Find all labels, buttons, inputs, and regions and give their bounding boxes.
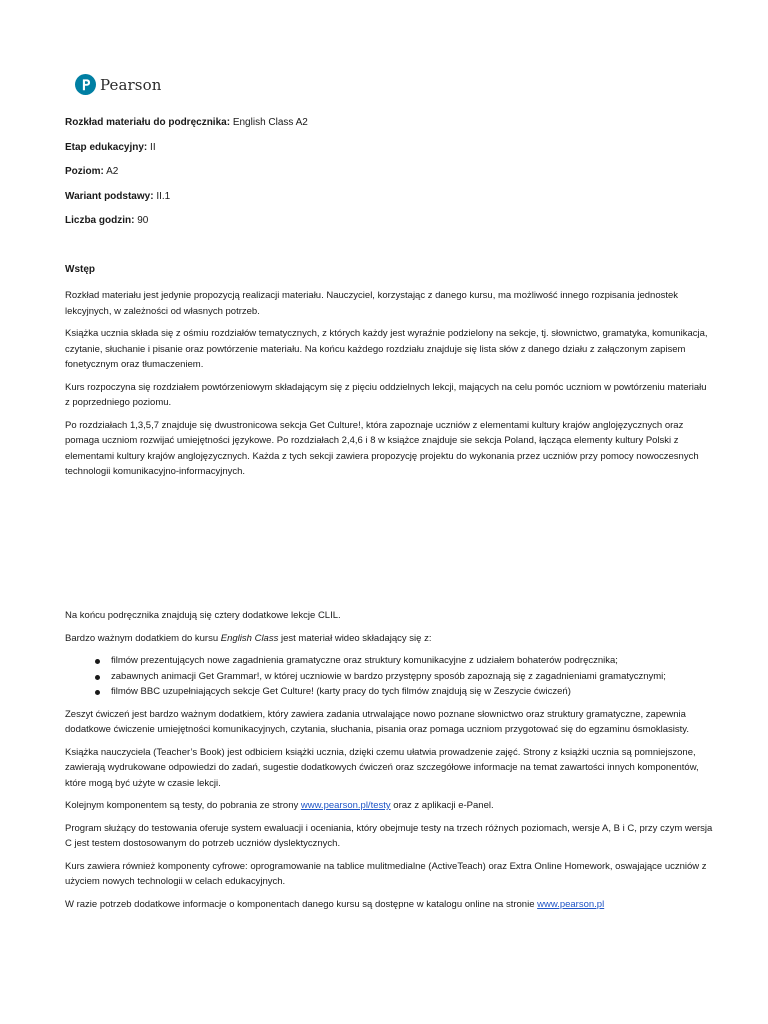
list-item	[95, 669, 715, 685]
meta-key: Liczba godzin:	[65, 215, 135, 226]
tests-link[interactable]: www.pearson.pl/testy	[300, 800, 391, 811]
pearson-p-icon	[75, 74, 96, 95]
video-text: Bardzo ważnym dodatkiem do kursu	[65, 632, 221, 644]
digital-paragraph: Kurs zawiera również komponenty cyfrowe: oprogramowanie na tablice mulitmedialne (ActiveTeach) oraz Extra Online Homework, oswajające uczniów z użyciem nowych technologii w celach edukacyjnych.	[65, 860, 707, 887]
meta-value: English Class A2	[232, 117, 308, 128]
intro-paragraph: Kurs rozpoczyna się rozdziałem powtórzeniowym składającym się z pięciu oddzielnych lekcji, mających na celu pomóc uczniom w powtórzeniu materiału z poprzedniego poziomu.	[65, 381, 707, 408]
intro-heading: Wstęp	[65, 264, 95, 275]
meta-row-hours	[65, 214, 705, 239]
clil-paragraph: Na końcu podręcznika znajdują się cztery dodatkowe lekcje CLIL.	[65, 610, 341, 621]
intro-paragraph: Rozkład materiału jest jedynie propozycją realizacji materiału. Nauczyciel, korzystając z danego kursu, ma możliwość innego rozpisania jednostek lekcyjnych, w zależności od własnych potrzeb.	[65, 290, 679, 317]
program-paragraph: Program służący do testowania oferuje system ewaluacji i oceniania, który obejmuje testy na trzech różnych poziomach, wersje A, B i C, przy czym wersja C jest testem dostosowanym do potrzeb uczniów dyslektycznych.	[65, 822, 713, 849]
list-item-text: zabawnych animacji Get Grammar!, w której uczniowie w bardzo przystępny sposób zapoznają się z zagadnieniami gramatycznymi;	[111, 670, 666, 682]
meta-key: Rozkład materiału do podręcznika:	[65, 117, 231, 128]
video-list	[65, 653, 715, 700]
meta-key: Poziom:	[65, 166, 104, 177]
meta-value: A2	[106, 166, 119, 177]
intro-paragraph: Książka ucznia składa się z ośmiu rozdziałów tematycznych, z których każdy jest wyraźnie podzielony na sekcje, tj. słownictwo, gramatyka, komunikacja, czytanie, słuchanie i pisanie oraz powtórzenie materiału. Na końcu każdego rozdziału znajduje się lista słów z danego działu z załączonym zapisem fonetycznym oraz tłumaczeniem.	[65, 328, 708, 370]
list-item-text: filmów BBC uzupełniających sekcje Get Culture! (karty pracy do tych filmów znajdują się w Zeszycie ćwiczeń)	[111, 686, 571, 697]
list-item	[95, 653, 715, 669]
catalog-text: W razie potrzeb dodatkowe informacje o komponentach danego kursu są dostępne w katalogu online na stronie	[65, 898, 538, 910]
meta-value: II	[150, 141, 156, 153]
brand-name: Pearson	[100, 75, 162, 94]
bullet-icon	[95, 675, 100, 680]
intro-section	[65, 288, 710, 487]
intro-paragraph: Po rozdziałach 1,3,5,7 znajduje się dwustronicowa sekcja Get Culture!, która zapoznaje uczniów z elementami kultury krajów anglojęzycznych oraz pomaga uczniom rozwijać umiejętności językowe. Po rozdziałach 2,4,6 i 8 w książce znajduje sie sekcja Poland, łącząca elementy kultury Polski z elementami kultury krajów anglojęzycznych. Każda z tych sekcji zawiera propozycję projektu do wykonania przez uczniów przy pomocy nowoczesnych technologii komunikacyjno-informacyjnych.	[65, 419, 699, 477]
meta-value: 90	[137, 215, 149, 226]
video-text: jest materiał wideo składający się z:	[278, 632, 432, 644]
meta-row-stage	[65, 141, 705, 166]
meta-value: II.1	[156, 190, 171, 202]
video-paragraph	[65, 631, 715, 647]
tests-text: Kolejnym komponentem są testy, do pobrania ze strony	[65, 800, 301, 811]
tests-text: oraz z aplikacji e-Panel.	[390, 800, 494, 811]
list-item	[95, 684, 715, 700]
meta-key: Wariant podstawy:	[65, 190, 154, 202]
components-section	[65, 608, 715, 919]
bullet-icon	[95, 659, 100, 664]
pearson-logo	[75, 74, 162, 95]
meta-key: Etap edukacyjny:	[65, 141, 148, 153]
meta-row-level	[65, 165, 705, 190]
workbook-paragraph: Zeszyt ćwiczeń jest bardzo ważnym dodatkiem, który zawiera zadania utrwalające nowo poznane słownictwo oraz struktury gramatyczne, zapewnia dodatkowe ćwiczenie umiejętności komunikacyjnych, czytania, słuchania, pisania oraz pomaga uczniom przygotować się do egzaminu ósmoklasisty.	[65, 708, 689, 735]
catalog-paragraph	[65, 897, 715, 913]
list-item-text: filmów prezentujących nowe zagadnienia gramatyczne oraz struktury komunikacyjne z udziałem bohaterów podręcznika;	[111, 655, 618, 666]
course-name: English Class	[220, 632, 279, 644]
meta-row-title	[65, 116, 705, 141]
catalog-link[interactable]: www.pearson.pl	[537, 898, 605, 910]
meta-row-variant	[65, 190, 705, 215]
tests-paragraph	[65, 798, 715, 814]
bullet-icon	[95, 690, 100, 695]
course-metadata	[65, 116, 705, 239]
teacher-book-paragraph: Książka nauczyciela (Teacher’s Book) jest odbiciem książki ucznia, dzięki czemu ułatwia prowadzenie zajęć. Strony z książki ucznia są pomniejszone, zawierają wydrukowane odpowiedzi do zadań, sugestie dodatkowych ćwiczeń oraz szczegółowe informacje na temat zawartości innych komponentów, które mogą być użyte w czasie lekcji.	[65, 746, 699, 789]
